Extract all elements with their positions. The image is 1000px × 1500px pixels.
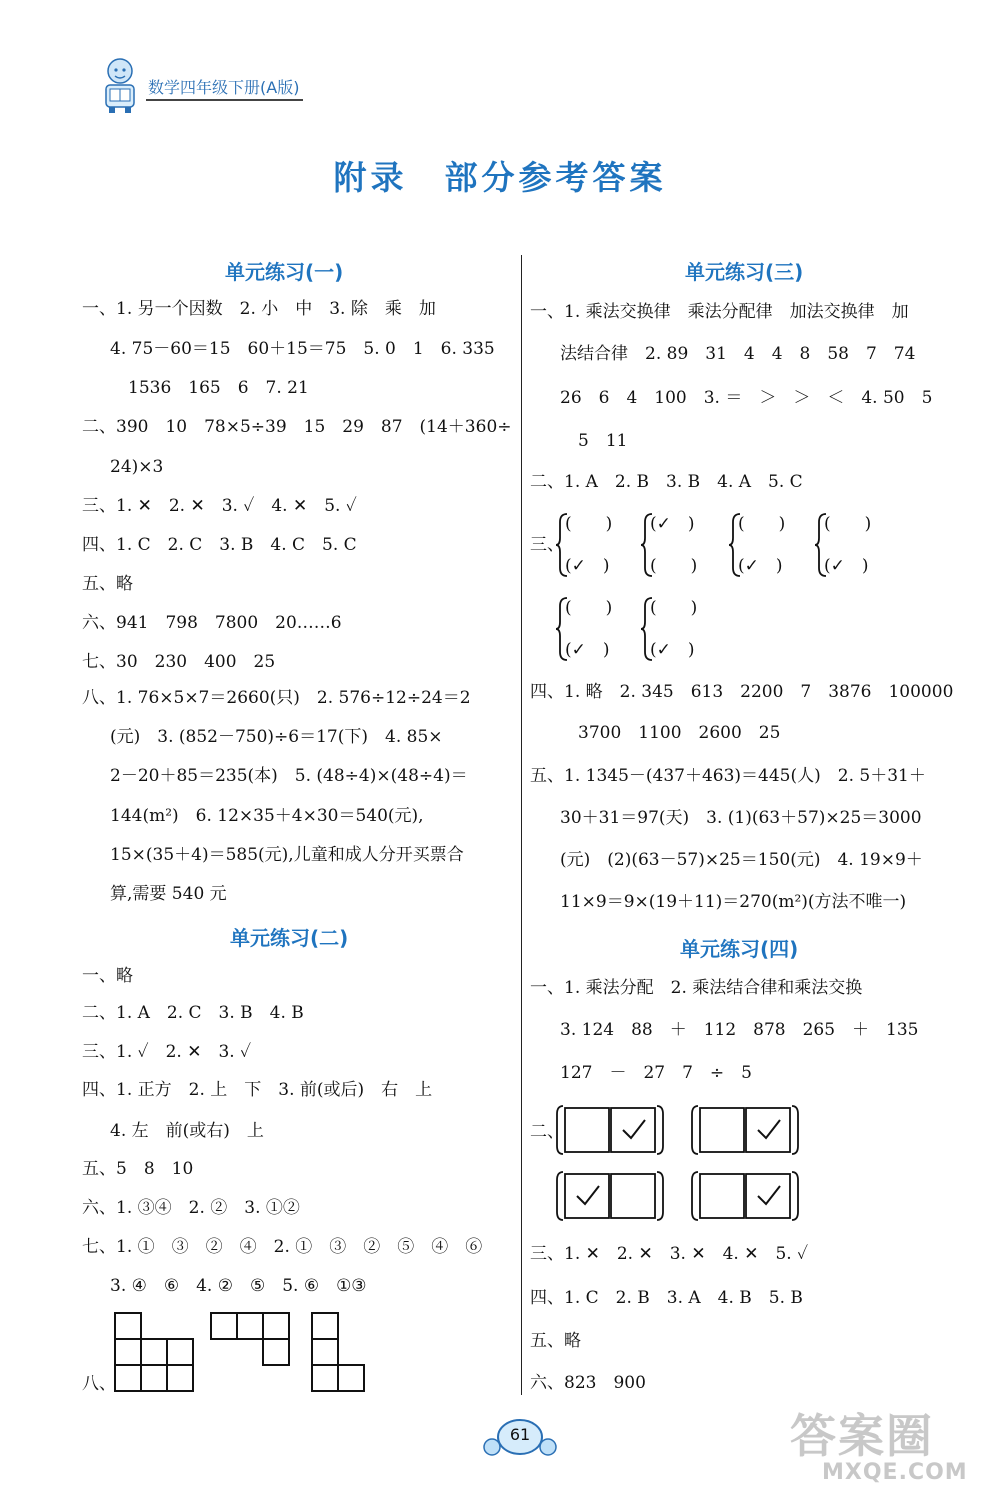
section-title-unit-1: 单元练习(一) xyxy=(225,260,344,284)
section-title-unit-3: 单元练习(三) xyxy=(685,260,804,284)
answer-line: 三、1. ✓ 2. ✕ 3. ✓ xyxy=(82,1042,252,1062)
answer-line: 六、941 798 7800 20……6 xyxy=(82,613,342,633)
question-label: 二、 xyxy=(530,1122,564,1142)
answer-line: 五、5 8 10 xyxy=(82,1159,194,1179)
answer-bracket: ( ) xyxy=(565,514,613,534)
answer-line: 二、1. A 2. C 3. B 4. B xyxy=(82,1003,304,1023)
answer-line: 3. 124 88 ＋ 112 878 265 ＋ 135 xyxy=(560,1020,919,1040)
watermark-logo: 答案圈 xyxy=(790,1409,934,1463)
book-title: 数学四年级下册(A版) xyxy=(146,75,303,101)
answer-line: 二、390 10 78×5÷39 15 29 87 (14＋360÷ xyxy=(82,417,512,437)
check-icon xyxy=(577,1186,599,1204)
answer-line: 法结合律 2. 89 31 4 4 8 58 7 74 xyxy=(560,344,916,364)
answer-line: 六、1. ③④ 2. ② 3. ①② xyxy=(82,1198,300,1218)
square-pair-group xyxy=(555,1104,665,1156)
check-icon xyxy=(758,1120,780,1138)
answer-line: 四、1. 略 2. 345 613 2200 7 3876 100000 xyxy=(530,682,954,702)
answer-bracket: ( ) xyxy=(650,556,698,576)
answer-line: 30＋31＝97(天) 3. (1)(63＋57)×25＝3000 xyxy=(560,808,922,828)
column-divider xyxy=(521,255,522,1395)
answer-line: 26 6 4 100 3. ＝ ＞ ＞ ＜ 4. 50 5 xyxy=(560,388,933,408)
answer-line: 五、1. 1345－(437＋463)＝445(人) 2. 5＋31＋ xyxy=(530,766,926,786)
answer-line: 一、略 xyxy=(82,966,133,986)
watermark-url: MXQE.COM xyxy=(822,1460,968,1485)
section-title-unit-4: 单元练习(四) xyxy=(680,937,799,961)
answer-line: 3. ④ ⑥ 4. ② ⑤ 5. ⑥ ①③ xyxy=(110,1276,367,1296)
mascot-reading-icon xyxy=(100,55,144,115)
answer-bracket: (✓ ) xyxy=(650,514,695,534)
answer-line: 1536 165 6 7. 21 xyxy=(128,378,309,398)
square-pair-group xyxy=(690,1104,800,1156)
answer-line: 4. 75－60＝15 60＋15＝75 5. 0 1 6. 335 xyxy=(110,339,495,359)
answer-bracket: (✓ ) xyxy=(738,556,783,576)
answer-line: 六、823 900 xyxy=(530,1373,646,1393)
answer-line: (元) 3. (852－750)÷6＝17(下) 4. 85× xyxy=(110,727,443,747)
question-label: 八、 xyxy=(82,1374,116,1394)
answer-line: 15×(35＋4)＝585(元),儿童和成人分开买票合 xyxy=(110,845,464,865)
answer-line: 11×9＝9×(19＋11)＝270(m²)(方法不唯一) xyxy=(560,892,907,912)
answer-line: 五、略 xyxy=(82,574,133,594)
cube-view-figure-1 xyxy=(113,1311,195,1393)
answer-line: 144(m²) 6. 12×35＋4×30＝540(元), xyxy=(110,806,424,826)
check-icon xyxy=(758,1186,780,1204)
answer-line: 算,需要 540 元 xyxy=(110,884,227,904)
answer-line: 七、30 230 400 25 xyxy=(82,652,276,672)
answer-line: 24)×3 xyxy=(110,457,164,477)
answer-bracket: ( ) xyxy=(824,514,872,534)
check-icon xyxy=(623,1120,645,1138)
answer-line: 七、1. ① ③ ② ④ 2. ① ③ ② ⑤ ④ ⑥ xyxy=(82,1237,483,1257)
cube-view-figure-3 xyxy=(310,1311,366,1393)
answer-bracket: ( ) xyxy=(738,514,786,534)
square-pair-group xyxy=(690,1170,800,1222)
answer-line: 一、1. 乘法分配 2. 乘法结合律和乘法交换 xyxy=(530,978,863,998)
answer-bracket: ( ) xyxy=(650,598,698,618)
answer-line: 三、1. ✕ 2. ✕ 3. ✓ 4. ✕ 5. ✓ xyxy=(82,496,357,516)
answer-line: 二、1. A 2. B 3. B 4. A 5. C xyxy=(530,472,803,492)
cube-view-figure-2 xyxy=(209,1311,291,1367)
answer-line: 五、略 xyxy=(530,1331,581,1351)
answer-bracket: (✓ ) xyxy=(565,556,610,576)
answer-line: 127 － 27 7 ÷ 5 xyxy=(560,1063,752,1083)
answer-line: 八、1. 76×5×7＝2660(只) 2. 576÷12÷24＝2 xyxy=(82,688,471,708)
answer-line: 2－20＋85＝235(本) 5. (48÷4)×(48÷4)＝ xyxy=(110,766,468,786)
square-pair-group xyxy=(555,1170,665,1222)
section-title-unit-2: 单元练习(二) xyxy=(230,926,349,950)
answer-bracket: (✓ ) xyxy=(565,640,610,660)
answer-line: 一、1. 另一个因数 2. 小 中 3. 除 乘 加 xyxy=(82,299,436,319)
question-label: 三、 xyxy=(530,535,564,555)
answer-line: 四、1. C 2. C 3. B 4. C 5. C xyxy=(82,535,357,555)
book-header xyxy=(100,55,350,115)
page-number: 61 xyxy=(509,1425,531,1444)
answer-bracket: ( ) xyxy=(565,598,613,618)
answer-line: 5 11 xyxy=(578,431,628,451)
answer-line: 3700 1100 2600 25 xyxy=(578,723,781,743)
answer-line: 一、1. 乘法交换律 乘法分配律 加法交换律 加 xyxy=(530,302,909,322)
answer-line: (元) (2)(63－57)×25＝150(元) 4. 19×9＋ xyxy=(560,850,923,870)
answer-bracket: (✓ ) xyxy=(650,640,695,660)
answer-line: 四、1. C 2. B 3. A 4. B 5. B xyxy=(530,1288,803,1308)
answer-line: 4. 左 前(或右) 上 xyxy=(110,1121,264,1141)
answer-bracket: (✓ ) xyxy=(824,556,869,576)
answer-line: 三、1. ✕ 2. ✕ 3. ✕ 4. ✕ 5. ✓ xyxy=(530,1244,809,1264)
page-title: 附录 部分参考答案 xyxy=(333,158,667,197)
answer-line: 四、1. 正方 2. 上 下 3. 前(或后) 右 上 xyxy=(82,1080,433,1100)
